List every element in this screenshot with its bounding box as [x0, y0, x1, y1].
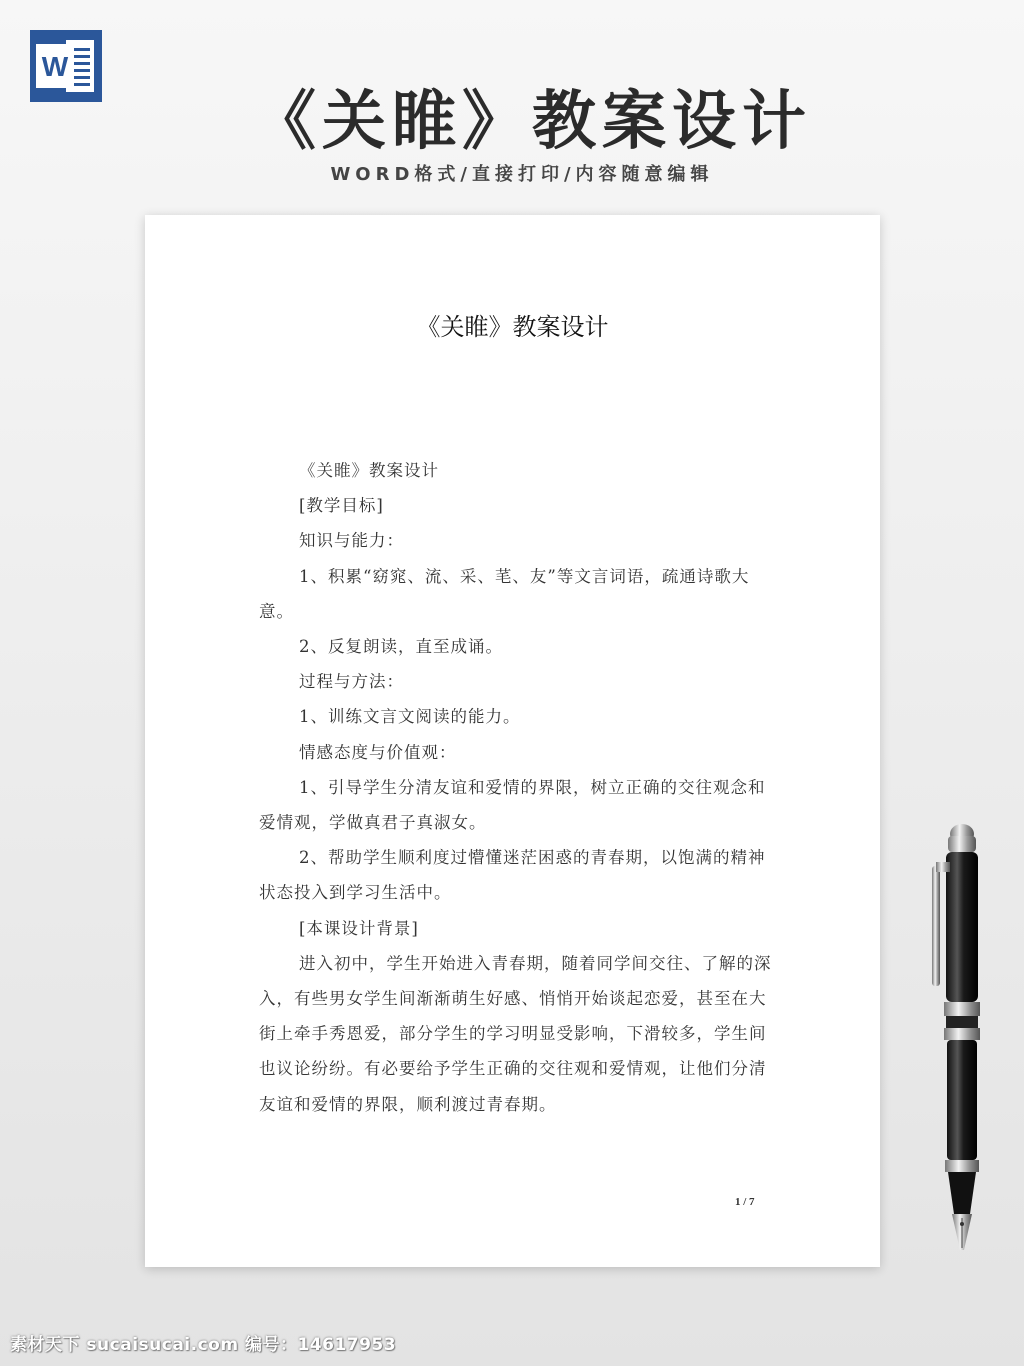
word-icon-letter: W [41, 51, 69, 82]
paragraph: 进入初中，学生开始进入青春期，随着同学间交往、了解的深入，有些男女学生间渐渐萌生好感、悄悄开始谈起恋爱，甚至在大街上牵手秀恩爱，部分学生的学习明显受影响，下滑较多，学生间也议论纷纷。有必要给予学生正确的交往观和爱情观，让他们分清友谊和爱情的界限，顺利渡过青春期。 [259, 953, 772, 1114]
paragraph: 2、帮助学生顺利度过懵懂迷茫困惑的青春期，以饱满的精神状态投入到学习生活中。 [259, 848, 766, 903]
page-number: 1 / 7 [735, 1196, 755, 1208]
paragraph: 1、引导学生分清友谊和爱情的界限，树立正确的交往观念和爱情观，学做真君子真淑女。 [259, 777, 766, 833]
document-body [259, 453, 779, 1122]
banner-subtitle: WORD格式/直接打印/内容随意编辑 [330, 164, 714, 185]
paragraph: 1、训练文言文阅读的能力。 [299, 707, 521, 727]
document-page [145, 215, 880, 1267]
section-heading: [教学目标] [299, 496, 384, 516]
fountain-pen-icon [926, 822, 990, 1254]
section-heading: [本课设计背景] [299, 918, 419, 938]
paragraph: 过程与方法： [299, 672, 404, 692]
paragraph: 情感态度与价值观： [299, 742, 457, 762]
paragraph: 2、反复朗读，直至成诵。 [299, 637, 503, 657]
banner-title: 《关睢》教案设计 [252, 85, 812, 159]
document-title: 《关睢》教案设计 [416, 313, 609, 341]
paragraph: 知识与能力： [299, 531, 404, 551]
paragraph: 《关睢》教案设计 [299, 461, 439, 480]
watermark: 素材天下 sucaisucai.com 编号：14617953 [10, 1335, 397, 1355]
paragraph: 1、积累“窈窕、流、采、芼、友”等文言词语，疏通诗歌大意。 [259, 566, 750, 621]
